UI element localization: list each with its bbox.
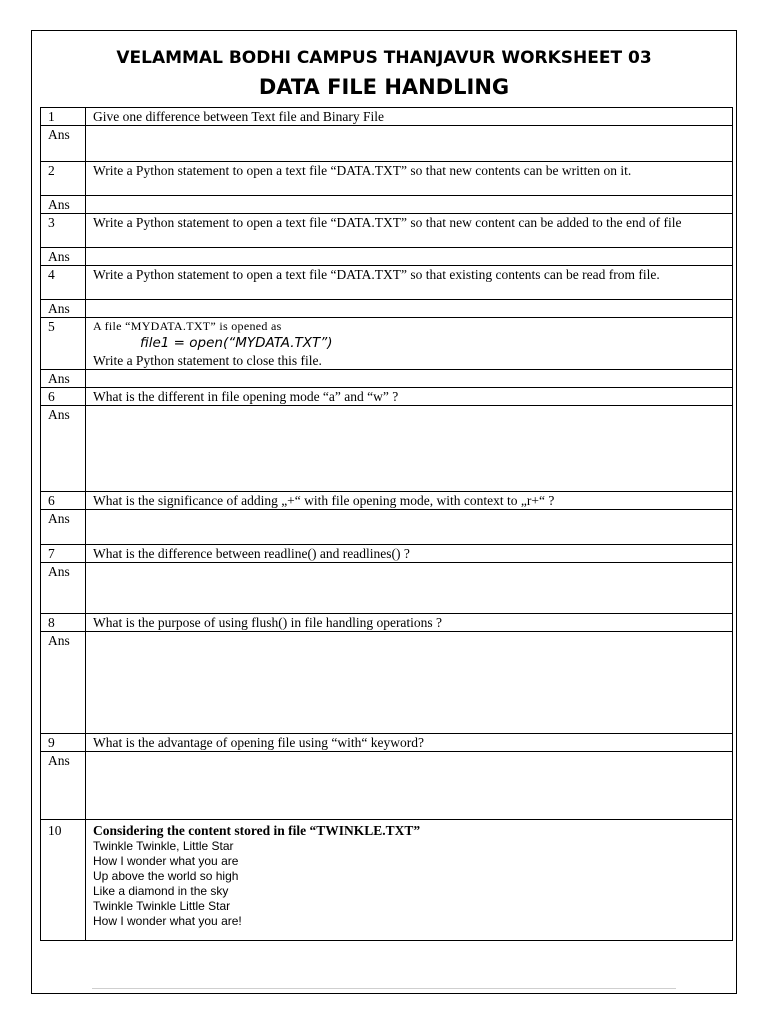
question-row (41, 734, 733, 752)
answer-label: Ans (41, 300, 86, 318)
answer-label: Ans (41, 126, 86, 162)
answer-row (41, 370, 733, 388)
poem-line: Like a diamond in the sky (93, 884, 229, 898)
question-text (86, 318, 733, 370)
question-number: 10 (41, 820, 86, 941)
question-number: 6 (41, 388, 86, 406)
question-text: What is the significance of adding „+“ with file opening mode, with context to „r+“ ? (86, 492, 733, 510)
worksheet-topic-title: DATA FILE HANDLING (258, 75, 510, 99)
answer-space[interactable] (86, 752, 733, 820)
question-row (41, 820, 733, 941)
question-text: What is the advantage of opening file using “with“ keyword? (86, 734, 733, 752)
answer-space[interactable] (86, 406, 733, 492)
answer-space[interactable] (86, 563, 733, 614)
answer-space[interactable] (86, 126, 733, 162)
poem-line: Up above the world so high (93, 869, 239, 883)
footer-divider (92, 988, 676, 989)
answer-space[interactable] (86, 300, 733, 318)
answer-row (41, 632, 733, 734)
question-text: Give one difference between Text file and Binary File (86, 108, 733, 126)
question-row (41, 545, 733, 563)
answer-row (41, 510, 733, 545)
answer-space[interactable] (86, 196, 733, 214)
question-row (41, 108, 733, 126)
question-text: Write a Python statement to open a text file “DATA.TXT” so that new content can be added to the end of file (86, 214, 733, 248)
question-text: What is the different in file opening mode “a” and “w” ? (86, 388, 733, 406)
question-number: 5 (41, 318, 86, 370)
code-snippet: file1 = open(“MYDATA.TXT”) (140, 335, 333, 351)
answer-row (41, 752, 733, 820)
answer-label: Ans (41, 752, 86, 820)
question-number: 7 (41, 545, 86, 563)
question-text-intro: A file “MYDATA.TXT” is opened as (93, 319, 282, 333)
question-text-heading: Considering the content stored in file “TWINKLE.TXT” (93, 823, 421, 838)
question-number: 3 (41, 214, 86, 248)
question-row (41, 214, 733, 248)
question-text: What is the difference between readline() and readlines() ? (86, 545, 733, 563)
poem-line: Twinkle Twinkle, Little Star (93, 839, 234, 853)
question-number: 2 (41, 162, 86, 196)
question-text-instruction: Write a Python statement to close this file. (93, 353, 322, 368)
question-number: 1 (41, 108, 86, 126)
question-row (41, 318, 733, 370)
answer-label: Ans (41, 510, 86, 545)
poem-line: How I wonder what you are (93, 854, 239, 868)
answer-label: Ans (41, 632, 86, 734)
poem-line: Twinkle Twinkle Little Star (93, 899, 231, 913)
answer-row (41, 563, 733, 614)
answer-row (41, 126, 733, 162)
answer-row (41, 248, 733, 266)
question-text: What is the purpose of using flush() in file handling operations ? (86, 614, 733, 632)
answer-space[interactable] (86, 510, 733, 545)
answer-label: Ans (41, 406, 86, 492)
answer-space[interactable] (86, 370, 733, 388)
answer-row (41, 196, 733, 214)
answer-row (41, 406, 733, 492)
question-text: Write a Python statement to open a text file “DATA.TXT” so that existing contents can be read from file. (86, 266, 733, 300)
question-text: Write a Python statement to open a text file “DATA.TXT” so that new contents can be written on it. (86, 162, 733, 196)
answer-space[interactable] (86, 248, 733, 266)
question-text (86, 820, 733, 941)
answer-label: Ans (41, 196, 86, 214)
question-row (41, 614, 733, 632)
poem-line: How I wonder what you are! (93, 914, 242, 928)
question-row (41, 162, 733, 196)
answer-label: Ans (41, 248, 86, 266)
answer-row (41, 300, 733, 318)
question-number: 9 (41, 734, 86, 752)
question-table (40, 107, 733, 941)
question-number: 4 (41, 266, 86, 300)
answer-label: Ans (41, 563, 86, 614)
answer-space[interactable] (86, 632, 733, 734)
question-row (41, 388, 733, 406)
question-number: 6 (41, 492, 86, 510)
question-row (41, 266, 733, 300)
question-row (41, 492, 733, 510)
worksheet-school-title: VELAMMAL BODHI CAMPUS THANJAVUR WORKSHEET 03 (116, 48, 652, 68)
answer-label: Ans (41, 370, 86, 388)
question-number: 8 (41, 614, 86, 632)
